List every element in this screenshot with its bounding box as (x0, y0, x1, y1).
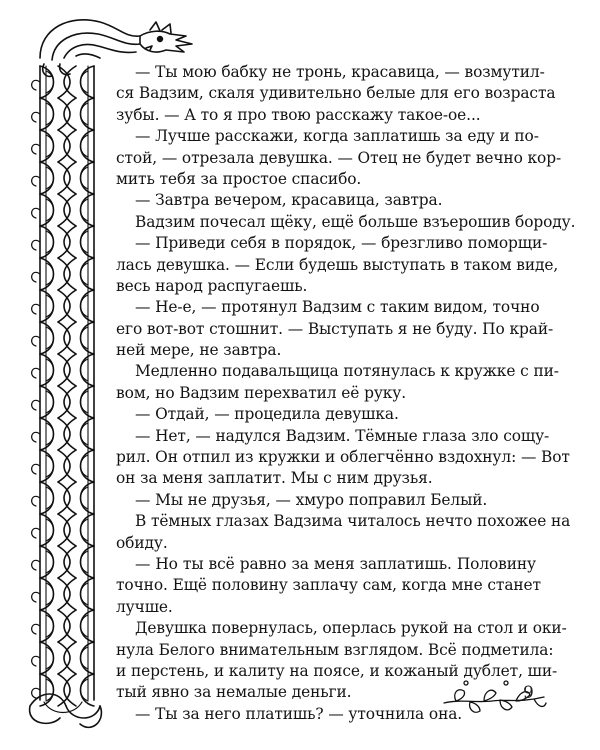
text-line: и перстень, и калиту на поясе, и кожаный дублет, ши- (116, 661, 558, 680)
text-line: — Мы не друзья, — хмуро поправил Белый. (135, 490, 488, 509)
text-line: нула Белого внимательным взглядом. Всё подметила: (116, 640, 554, 659)
text-line: ней мере, не завтра. (116, 341, 282, 360)
text-line: — Ты за него платишь? — уточнила она. (135, 704, 463, 723)
text-line: обиду. (116, 533, 168, 552)
text-line: Девушка повернулась, оперлась рукой на стол и оки- (135, 619, 567, 638)
text-line: мить тебя за простое спасибо. (116, 169, 362, 188)
text-line: — Приведи себя в порядок, — брезгливо поморщи- (135, 234, 548, 253)
text-line: Медленно подавальщица потянулась к кружке с пи- (135, 362, 559, 381)
text-line: — Не-е, — протянул Вадзим с таким видом, точно (135, 298, 540, 317)
text-line: — Но ты всё равно за меня заплатишь. Половину (135, 554, 536, 573)
text-line: его вот-вот стошнит. — Выступать я не буду. По край- (116, 319, 554, 338)
text-line: Вадзим почесал щёку, ещё больше взъерошив бороду. (135, 212, 576, 231)
text-line: ся Вадзим, скаля удивительно белые для его возраста (116, 84, 556, 103)
text-line: рил. Он отпил из кружки и облегчённо вздохнул: — Вот (116, 448, 570, 467)
text-line: — Отдай, — процедила девушка. (135, 405, 399, 424)
text-line: зубы. — А то я про твою расскажу такое-ое... (116, 105, 481, 124)
text-line: точно. Ещё половину заплачу сам, когда мне станет (116, 576, 541, 595)
text-line: вом, но Вадзим перехватил её руку. (116, 383, 407, 402)
text-line: — Ты мою бабку не тронь, красавица, — возмутил- (135, 63, 545, 81)
text-line: тый явно за немалые деньги. (116, 683, 352, 702)
text-line: — Нет, — надулся Вадзим. Тёмные глаза зло сощу- (135, 426, 550, 445)
text-line: весь народ распугаешь. (116, 276, 308, 295)
main-text-block (116, 62, 576, 725)
text-line: — Завтра вечером, красавица, завтра. (135, 191, 443, 210)
page-number: 9 (523, 683, 534, 703)
text-line: — Лучше расскажи, когда заплатишь за еду и по- (135, 127, 539, 146)
text-line: лась девушка. — Если будешь выступать в таком виде, (116, 255, 559, 274)
text-line: В тёмных глазах Вадзима читалось нечто похожее на (135, 512, 571, 531)
text-line: он за меня заплатит. Мы с ним друзья. (116, 469, 433, 488)
text-line: лучше. (116, 597, 173, 616)
text-line: стой, — отрезала девушка. — Отец не будет вечно кор- (116, 148, 562, 167)
